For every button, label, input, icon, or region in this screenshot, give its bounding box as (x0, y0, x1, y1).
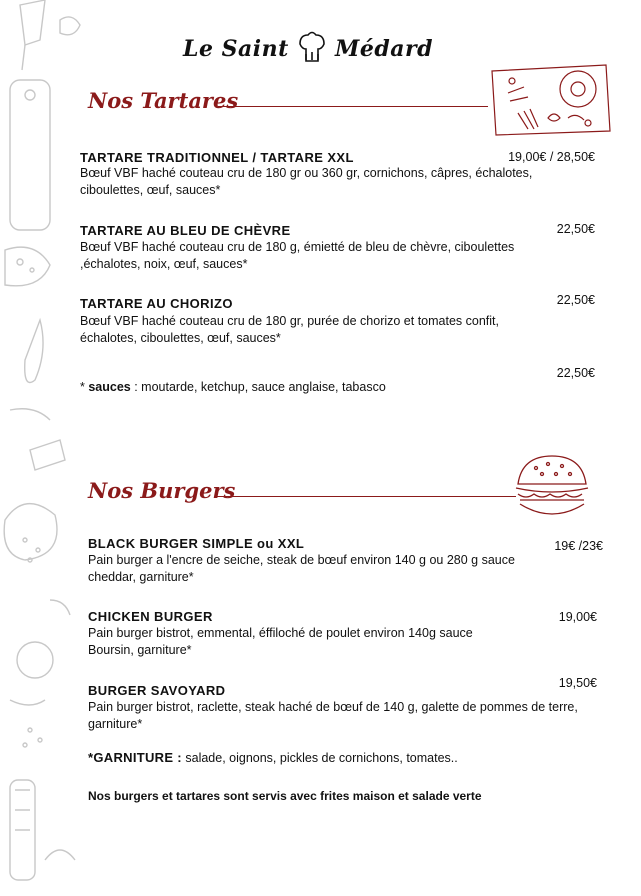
section-title-burgers: Nos Burgers (88, 478, 236, 503)
menu-item-name: CHICKEN BURGER (88, 609, 213, 624)
menu-item-price: 19,50€ (558, 676, 597, 690)
menu-item-name: TARTARE AU CHORIZO (80, 296, 233, 311)
menu-item-price: 19,00€ / 28,50€ (508, 150, 595, 164)
logo-text-left: Le Saint (183, 36, 289, 62)
footer-note: Nos burgers et tartares sont servis avec frites maison et salade verte (88, 789, 482, 803)
extra-price: 22,50€ (556, 366, 595, 380)
menu-item-price: 22,50€ (556, 293, 595, 307)
menu-item-description: Bœuf VBF haché couteau cru de 180 g, émietté de bleu de chèvre, ciboulettes ,échalotes, noix, œuf, sauces* (80, 240, 515, 271)
menu-item-name: BURGER SAVOYARD (88, 683, 226, 698)
kitchen-sketch-illustration (0, 0, 85, 896)
tartare-plate-illustration (488, 63, 612, 137)
menu-item-description: Pain burger bistrot, raclette, steak haché de bœuf de 140 g, galette de pommes de terre, garniture* (88, 700, 578, 731)
burger-illustration (512, 452, 592, 522)
menu-item-price: 22,50€ (556, 222, 595, 236)
sauces-note (80, 380, 386, 394)
sauces-text: : moutarde, ketchup, sauce anglaise, tabasco (130, 380, 386, 394)
menu-item-price: 19€ /23€ (554, 539, 603, 553)
logo-text-right: Médard (335, 36, 433, 62)
menu-item-name: BLACK BURGER SIMPLE ou XXL (88, 536, 305, 551)
menu-item-description: Pain burger a l'encre de seiche, steak de bœuf environ 140 g ou 280 g sauce cheddar, garniture* (88, 553, 515, 584)
sauces-prefix: * (80, 380, 89, 394)
garniture-text: salade, oignons, pickles de cornichons, tomates.. (181, 751, 458, 765)
menu-item-description: Bœuf VBF haché couteau cru de 180 gr ou 360 gr, cornichons, câpres, échalotes, ciboulettes, œuf, sauces* (80, 166, 533, 197)
garniture-note (88, 750, 458, 765)
chef-hat-icon (295, 30, 329, 66)
menu-item-description: Bœuf VBF haché couteau cru de 180 gr, purée de chorizo et tomates confit, échalotes, ciboulettes, œuf, sauces* (80, 314, 499, 345)
menu-item-name: TARTARE AU BLEU DE CHÈVRE (80, 223, 291, 238)
menu-item-name: TARTARE TRADITIONNEL / TARTARE XXL (80, 150, 354, 165)
menu-item-price: 19,00€ (558, 610, 597, 624)
section-divider-burgers (216, 496, 516, 497)
sauces-label: sauces (88, 380, 131, 394)
garniture-label: *GARNITURE : (88, 750, 182, 765)
restaurant-logo (183, 30, 443, 70)
section-divider-tartares (218, 106, 488, 107)
menu-item-description: Pain burger bistrot, emmental, éffiloché de poulet environ 140g sauce Boursin, garniture* (88, 626, 473, 657)
section-title-tartares: Nos Tartares (88, 88, 239, 113)
